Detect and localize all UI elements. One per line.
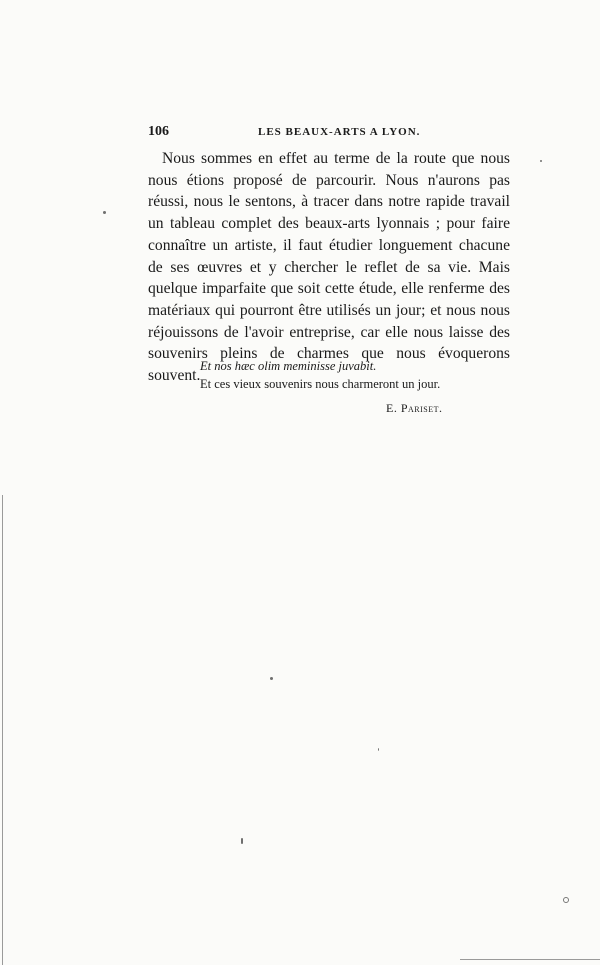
epigraph-quote	[200, 357, 500, 393]
author-signature	[386, 401, 443, 416]
scan-edge-line	[2, 495, 3, 965]
scan-speck	[270, 677, 273, 680]
running-head: LES BEAUX-ARTS A LYON.	[258, 126, 421, 138]
body-text	[148, 148, 510, 387]
author-name: Pariset.	[400, 401, 443, 415]
scan-speck	[103, 211, 106, 214]
scan-speck	[540, 160, 542, 162]
scan-edge-line	[460, 959, 600, 960]
author-initial: E.	[386, 401, 398, 415]
quote-french: Et ces vieux souvenirs nous charmeront un jour.	[200, 377, 441, 391]
scan-speck	[563, 897, 569, 903]
page-number: 106	[148, 124, 169, 139]
quote-latin: Et nos hæc olim meminisse juvabit.	[200, 359, 377, 373]
scan-speck	[378, 748, 379, 751]
paragraph: Nous sommes en effet au terme de la route que nous nous étions proposé de parcourir. Nous n'aurons pas réussi, nous le sentons, à tracer dans notre rapide travail un tableau complet des beaux-arts lyonnais ; pour faire connaître un artiste, il faut étudier longuement chacune de ses œuvres et y chercher le reflet de sa vie. Mais quelque imparfaite que soit cette étude, elle renferme des matériaux qui pourront être utilisés un jour; et nous nous réjouissons de l'avoir entreprise, car elle nous laisse des souvenirs pleins de charmes que nous évoquerons souvent.	[148, 150, 510, 385]
page-header	[148, 124, 508, 144]
scan-speck	[241, 838, 243, 844]
